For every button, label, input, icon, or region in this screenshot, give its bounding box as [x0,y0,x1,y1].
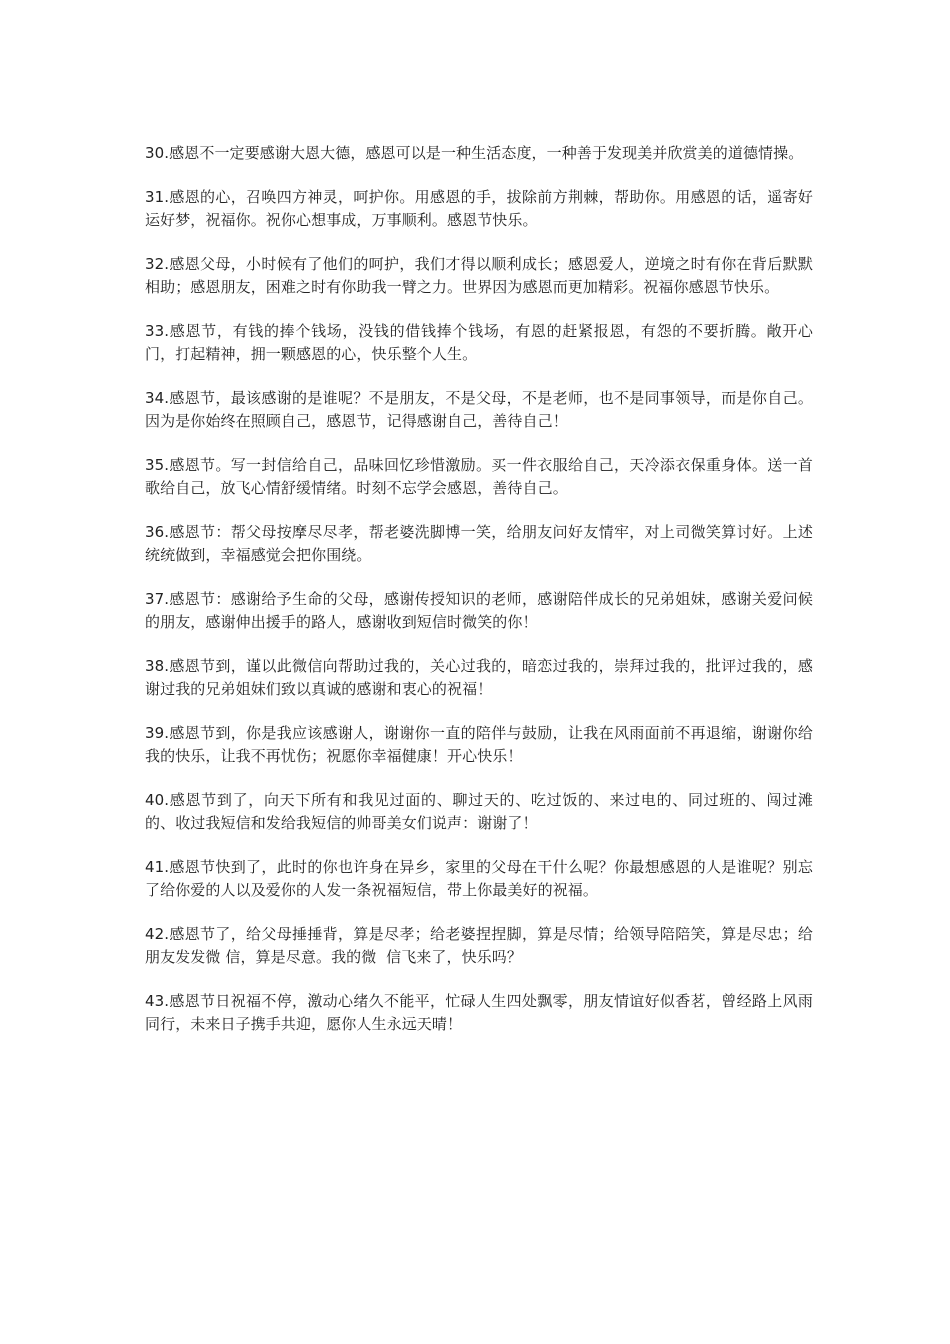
paragraph-41: 41.感恩节快到了，此时的你也许身在异乡，家里的父母在干什么呢？你最想感恩的人是谁呢？别忘了给你爱的人以及爱你的人发一条祝福短信，带上你最美好的祝福。 [145,857,813,899]
paragraph-34: 34.感恩节，最该感谢的是谁呢？不是朋友，不是父母，不是老师，也不是同事领导，而是你自己。因为是你始终在照顾自己，感恩节，记得感谢自己，善待自己！ [145,388,813,430]
paragraph-40: 40.感恩节到了，向天下所有和我见过面的、聊过天的、吃过饭的、来过电的、同过班的、闯过滩的、收过我短信和发给我短信的帅哥美女们说声：谢谢了！ [145,790,813,832]
paragraph-39: 39.感恩节到，你是我应该感谢人，谢谢你一直的陪伴与鼓励，让我在风雨面前不再退缩，谢谢你给我的快乐，让我不再忧伤；祝愿你幸福健康！开心快乐！ [145,723,813,765]
paragraph-33: 33.感恩节，有钱的捧个钱场，没钱的借钱捧个钱场，有恩的赶紧报恩，有怨的不要折腾。敞开心门，打起精神，拥一颗感恩的心，快乐整个人生。 [145,321,813,363]
paragraph-42: 42.感恩节了，给父母捶捶背，算是尽孝；给老婆捏捏脚，算是尽情；给领导陪陪笑，算是尽忠；给朋友发发微 信，算是尽意。我的微 信飞来了，快乐吗？ [145,924,813,966]
paragraph-32: 32.感恩父母，小时候有了他们的呵护，我们才得以顺利成长；感恩爱人，逆境之时有你在背后默默相助；感恩朋友，困难之时有你助我一臂之力。世界因为感恩而更加精彩。祝福你感恩节快乐。 [145,254,813,296]
paragraph-37: 37.感恩节：感谢给予生命的父母，感谢传授知识的老师，感谢陪伴成长的兄弟姐妹，感谢关爱问候的朋友，感谢伸出援手的路人，感谢收到短信时微笑的你！ [145,589,813,631]
paragraph-36: 36.感恩节：帮父母按摩尽尽孝，帮老婆洗脚博一笑，给朋友问好友情牢，对上司微笑算讨好。上述统统做到，幸福感觉会把你围绕。 [145,522,813,564]
document-body [145,142,813,1057]
paragraph-30: 30.感恩不一定要感谢大恩大德，感恩可以是一种生活态度，一种善于发现美并欣赏美的道德情操。 [145,144,804,162]
paragraph-35: 35.感恩节。写一封信给自己，品味回忆珍惜激励。买一件衣服给自己，天冷添衣保重身体。送一首歌给自己，放飞心情舒缓情绪。时刻不忘学会感恩，善待自己。 [145,455,813,497]
paragraph-31: 31.感恩的心，召唤四方神灵，呵护你。用感恩的手，拔除前方荆棘，帮助你。用感恩的话，遥寄好运好梦，祝福你。祝你心想事成，万事顺利。感恩节快乐。 [145,187,813,229]
paragraph-43: 43.感恩节日祝福不停，激动心绪久不能平，忙碌人生四处飘零，朋友情谊好似香茗，曾经路上风雨同行，未来日子携手共迎，愿你人生永远天晴！ [145,991,813,1033]
paragraph-38: 38.感恩节到，谨以此微信向帮助过我的，关心过我的，暗恋过我的，崇拜过我的，批评过我的，感谢过我的兄弟姐妹们致以真诚的感谢和衷心的祝福！ [145,656,813,698]
